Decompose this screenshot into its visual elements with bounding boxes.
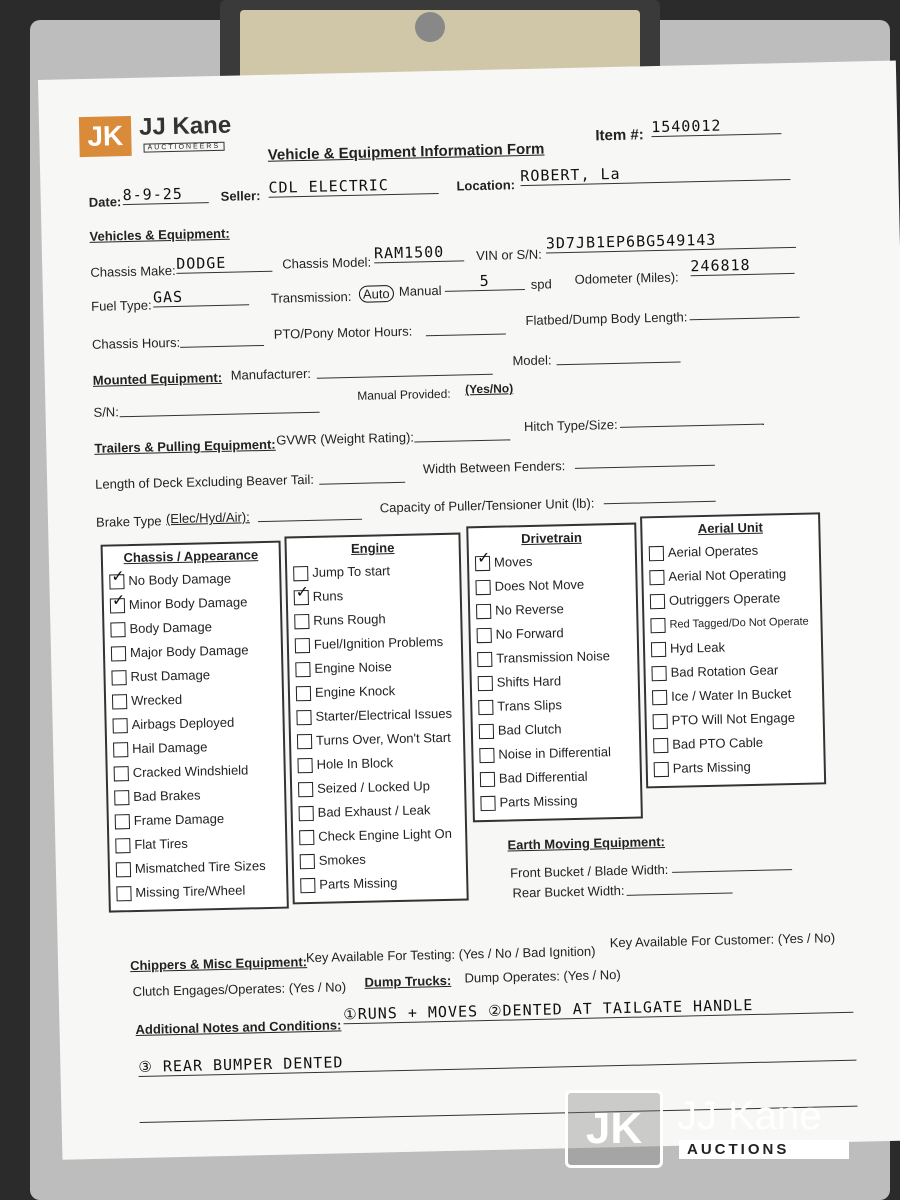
engine-item[interactable]: Jump To start <box>287 560 460 588</box>
watermark-logo-icon: JK <box>565 1090 663 1168</box>
seller-value: CDL ELECTRIC <box>268 175 438 198</box>
model-value: RAM1500 <box>374 242 464 263</box>
aerial-box <box>640 512 826 788</box>
make-label: Chassis Make: <box>90 262 176 280</box>
sn-label: S/N: <box>93 404 120 420</box>
trailers-heading: Trailers & Pulling Equipment: <box>94 436 276 456</box>
engine-box <box>284 533 468 905</box>
watermark-sub: AUCTIONS <box>679 1140 849 1159</box>
drivetrain-title: Drivetrain <box>521 529 583 547</box>
drivetrain-item[interactable]: Shifts Hard <box>472 670 639 698</box>
flatbed-label: Flatbed/Dump Body Length: <box>525 309 688 328</box>
chassis-item[interactable]: ✓Minor Body Damage <box>104 592 280 620</box>
chippers-heading: Chippers & Misc Equipment: <box>129 954 308 974</box>
chassis-item[interactable]: Body Damage <box>104 616 280 644</box>
engine-item[interactable]: Bad Exhaust / Leak <box>292 800 465 828</box>
engine-item[interactable]: Fuel/Ignition Problems <box>289 632 462 660</box>
engine-item[interactable]: Seized / Locked Up <box>292 776 465 804</box>
engine-item[interactable]: Runs Rough <box>288 608 461 636</box>
chassis-item[interactable]: Missing Tire/Wheel <box>110 880 286 908</box>
make-value: DODGE <box>176 253 272 274</box>
drivetrain-item[interactable]: Trans Slips <box>472 694 639 722</box>
mounted-heading: Mounted Equipment: <box>92 369 223 388</box>
trans-auto: Auto <box>359 286 394 302</box>
watermark-name: JJ Kane <box>677 1094 822 1138</box>
chassis-item[interactable]: Hail Damage <box>107 736 283 764</box>
earth-heading: Earth Moving Equipment: <box>507 833 666 853</box>
fuel-label: Fuel Type: <box>90 297 152 314</box>
seller-label: Seller: <box>220 187 261 204</box>
aerial-item[interactable]: Red Tagged/Do Not Operate <box>644 611 820 639</box>
engine-item[interactable]: Smokes <box>294 847 467 875</box>
dump-text: Dump Operates: (Yes / No) <box>464 967 621 986</box>
form-title: Vehicle & Equipment Information Form <box>267 140 545 164</box>
chassis-item[interactable]: Airbags Deployed <box>106 712 282 740</box>
engine-item[interactable]: Engine Knock <box>290 680 463 708</box>
aerial-item[interactable]: Ice / Water In Bucket <box>646 683 822 711</box>
aerial-item[interactable]: Outriggers Operate <box>644 587 820 615</box>
item-value: 1540012 <box>651 115 781 137</box>
drivetrain-box <box>466 523 643 823</box>
aerial-item[interactable]: PTO Will Not Engage <box>646 707 822 735</box>
aerial-item[interactable]: Bad PTO Cable <box>647 731 823 759</box>
engine-item[interactable]: Parts Missing <box>294 871 467 899</box>
drivetrain-item[interactable]: Does Not Move <box>469 574 636 602</box>
drivetrain-item[interactable]: ✓Moves <box>469 550 636 578</box>
trans-manual: Manual <box>398 282 442 299</box>
front-bucket-label: Front Bucket / Blade Width: <box>509 861 669 881</box>
watermark <box>565 1090 865 1170</box>
chassis-item[interactable]: Frame Damage <box>109 808 285 836</box>
key-customer: Key Available For Customer: (Yes / No) <box>609 930 836 951</box>
chassis-box <box>101 541 289 913</box>
item-label: Item #: <box>595 126 644 145</box>
notes-heading: Additional Notes and Conditions: <box>135 1017 342 1038</box>
engine-title: Engine <box>350 540 395 557</box>
chassis-item[interactable]: Flat Tires <box>109 832 285 860</box>
mounted-model-label: Model: <box>512 352 552 369</box>
date-value: 8-9-25 <box>122 184 208 205</box>
location-label: Location: <box>456 177 516 194</box>
drivetrain-item[interactable]: No Forward <box>470 622 637 650</box>
drivetrain-item[interactable]: Transmission Noise <box>471 646 638 674</box>
odo-label: Odometer (Miles): <box>574 269 679 287</box>
vin-label: VIN or S/N: <box>475 246 542 264</box>
odo-value: 246818 <box>690 255 794 276</box>
chassis-item[interactable]: Cracked Windshield <box>108 760 284 788</box>
clutch-text: Clutch Engages/Operates: (Yes / No) <box>132 979 347 1000</box>
aerial-item[interactable]: Parts Missing <box>648 755 824 783</box>
speed-value: 5 <box>444 271 524 292</box>
engine-item[interactable]: ✓Runs <box>288 584 461 612</box>
dump-heading: Dump Trucks: <box>364 972 452 990</box>
vin-value: 3D7JB1EP6BG549143 <box>546 229 796 254</box>
speed-label: spd <box>530 276 552 292</box>
key-testing: Key Available For Testing: (Yes / No / Bad Ignition) <box>305 943 596 966</box>
capacity-label: Capacity of Puller/Tensioner Unit (lb): <box>379 495 595 516</box>
brake-label: Brake Type <box>95 513 162 530</box>
aerial-item[interactable]: Hyd Leak <box>645 635 821 663</box>
rear-bucket-label: Rear Bucket Width: <box>512 882 625 901</box>
chassis-title: Chassis / Appearance <box>123 547 259 566</box>
location-value: ROBERT, La <box>520 161 790 186</box>
aerial-item[interactable]: Aerial Operates <box>643 539 819 567</box>
drivetrain-item[interactable]: Noise in Differential <box>473 742 640 770</box>
manual-options: (Yes/No) <box>464 381 514 397</box>
trans-label: Transmission: <box>270 288 352 306</box>
aerial-title: Aerial Unit <box>697 519 764 537</box>
pto-label: PTO/Pony Motor Hours: <box>273 323 413 342</box>
drivetrain-item[interactable]: Bad Clutch <box>473 718 640 746</box>
chassis-item[interactable]: Mismatched Tire Sizes <box>110 856 286 884</box>
jjkane-logo-icon: JK <box>79 116 132 157</box>
chassis-item[interactable]: Rust Damage <box>105 664 281 692</box>
aerial-item[interactable]: Bad Rotation Gear <box>645 659 821 687</box>
notes-line-1: ①RUNS + MOVES ②DENTED AT TAILGATE HANDLE <box>343 994 853 1025</box>
drivetrain-item[interactable]: No Reverse <box>470 598 637 626</box>
manufacturer-label: Manufacturer: <box>230 365 312 383</box>
engine-item[interactable]: Turns Over, Won't Start <box>291 728 464 756</box>
hours-label: Chassis Hours: <box>91 334 181 352</box>
logo-name: JJ Kane <box>138 111 232 141</box>
engine-item[interactable]: Hole In Block <box>291 752 464 780</box>
fuel-value: GAS <box>153 286 249 307</box>
drivetrain-item[interactable]: Bad Differential <box>474 766 641 794</box>
vehicles-heading: Vehicles & Equipment: <box>89 225 230 244</box>
chassis-item[interactable]: Bad Brakes <box>108 784 284 812</box>
notes-line-2: ③ REAR BUMPER DENTED <box>138 1042 856 1077</box>
logo-sub: AUCTIONEERS <box>143 142 224 153</box>
gvwr-label: GVWR (Weight Rating): <box>276 429 415 448</box>
manual-label: Manual Provided: <box>357 386 451 403</box>
hitch-label: Hitch Type/Size: <box>523 416 618 435</box>
aerial-item[interactable]: Aerial Not Operating <box>643 563 819 591</box>
form-sheet <box>38 61 900 1160</box>
date-label: Date: <box>88 194 122 210</box>
drivetrain-item[interactable]: Parts Missing <box>474 790 641 818</box>
fender-label: Width Between Fenders: <box>422 458 566 477</box>
engine-item[interactable]: Check Engine Light On <box>293 824 466 852</box>
brake-options: (Elec/Hyd/Air): <box>165 509 250 527</box>
engine-item[interactable]: Starter/Electrical Issues <box>290 704 463 732</box>
chassis-item[interactable]: Major Body Damage <box>105 640 281 668</box>
model-label: Chassis Model: <box>282 254 372 272</box>
chassis-item[interactable]: ✓No Body Damage <box>103 568 279 596</box>
engine-item[interactable]: Engine Noise <box>289 656 462 684</box>
deck-label: Length of Deck Excluding Beaver Tail: <box>95 471 315 492</box>
chassis-item[interactable]: Wrecked <box>106 688 282 716</box>
